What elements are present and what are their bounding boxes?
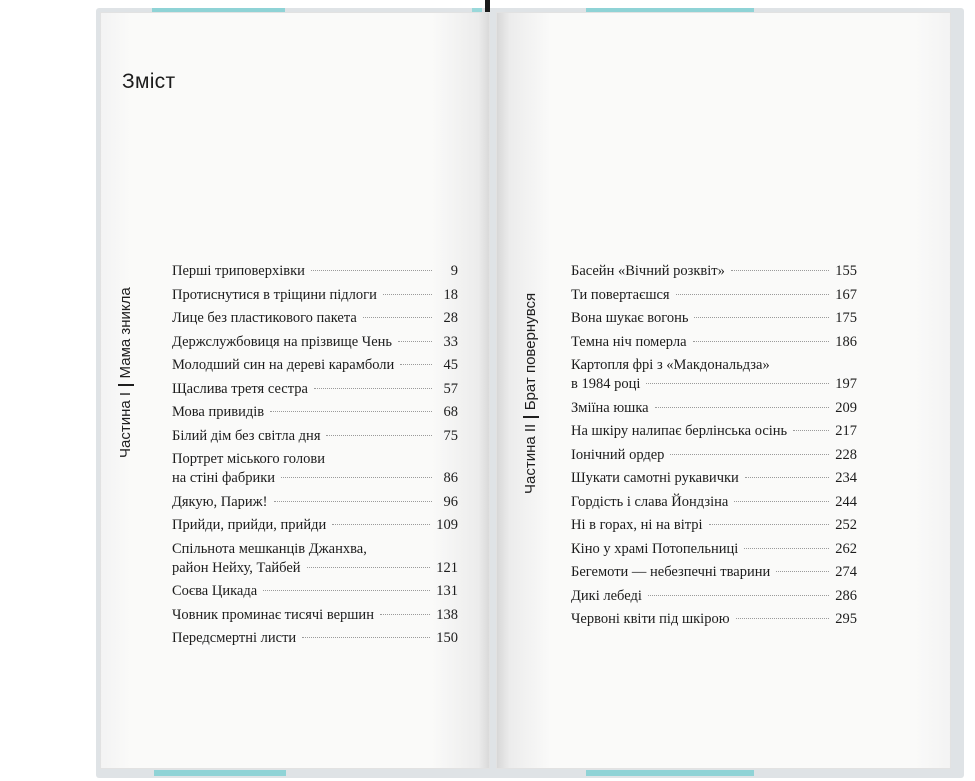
toc-entry[interactable] [172,606,458,625]
toc-entry-title: На шкіру налипає берлінська осінь [571,423,788,439]
toc-dot-leader [281,477,432,478]
toc-entry-line [571,286,857,305]
toc-entry-title: Спільнота мешканців Джанхва, [172,540,367,557]
toc-entry-title: Гордість і слава Йондзіна [571,493,729,510]
toc-entry-title: Зміїна юшка [571,399,649,416]
part-1-label [117,287,134,458]
toc-page-number: 209 [835,399,857,416]
toc-dot-leader [648,595,829,596]
toc-entry[interactable] [571,469,857,488]
toc-entry-title: Прийди, прийди, прийди [172,517,327,533]
toc-page-number: 274 [835,564,857,580]
toc-dot-leader [709,524,830,525]
toc-entry-line [172,403,458,422]
toc-entry-title: Передсмертні листи [172,630,297,646]
toc-entry-line [571,399,857,418]
toc-dot-leader [646,383,829,384]
toc-entry[interactable] [571,399,857,418]
toc-entry-line [172,309,458,328]
toc-entry-line [172,582,458,601]
toc-page-number: 96 [443,493,458,510]
toc-entry-line [571,587,857,606]
toc-entry-title: Соєва Цикада [172,583,258,599]
toc-entry[interactable] [571,540,857,559]
toc-page-number: 75 [443,427,458,444]
toc-entry[interactable] [571,422,857,441]
toc-entry-line [172,516,458,535]
toc-page-number: 244 [835,493,857,510]
toc-entry[interactable] [172,493,458,512]
toc-entry-title: Дикі лебеді [571,587,642,604]
part-1-title: Мама зникла [117,287,134,379]
toc-entry-line [571,516,857,535]
toc-entry-title: Дякую, Париж! [172,493,268,510]
toc-entry-line [571,610,857,629]
toc-entry-title: Мова привидів [172,404,265,420]
toc-page-number: 217 [835,423,857,439]
toc-dot-leader [694,317,829,318]
toc-entry-title: Бегемоти — небезпечні тварини [571,564,771,580]
toc-dot-leader [311,270,432,271]
toc-page-number: 86 [443,470,458,486]
part-2-label [522,293,539,494]
toc-dot-leader [400,364,432,365]
toc-entry-line [172,450,458,469]
toc-entry-line [571,375,857,394]
part-1-separator [118,384,134,386]
toc-entry-title: Темна ніч померла [571,333,687,350]
toc-entry[interactable] [172,403,458,422]
toc-page-number: 109 [436,517,458,533]
toc-dot-leader [670,454,829,455]
toc-entry-line [172,629,458,648]
toc-entry-title: Лице без пластикового пакета [172,310,357,326]
toc-entry-line [571,333,857,352]
toc-dot-leader [676,294,830,295]
toc-page-number: 68 [443,404,458,420]
toc-dot-leader [776,571,829,572]
toc-dot-leader [693,341,830,342]
toc-entry-title: Басейн «Вічний розквіт» [571,263,725,279]
toc-entry-line [172,469,458,488]
toc-page-number: 18 [443,286,458,303]
toc-entry-title: Протиснутися в тріщини підлоги [172,286,377,303]
toc-page-number: 228 [835,446,857,463]
toc-entry-line [571,469,857,488]
toc-entry-title: Вона шукає вогонь [571,310,689,326]
toc-entry[interactable] [172,333,458,352]
toc-entry[interactable] [571,516,857,535]
toc-page-number: 57 [443,380,458,397]
toc-entry-line [571,563,857,582]
toc-entry[interactable] [172,286,458,305]
toc-entry[interactable] [172,356,458,375]
toc-page-number: 262 [835,540,857,557]
cover-accent-bottom-left [154,770,286,776]
toc-dot-leader [270,411,432,412]
toc-page-number: 28 [443,310,458,326]
toc-entry-line [571,540,857,559]
toc-entry-title: Шукати самотні рукавички [571,470,739,486]
toc-entry-line [172,540,458,559]
toc-dot-leader [655,407,830,408]
toc-entry-title: в 1984 році [571,376,641,392]
toc-entry[interactable] [172,516,458,535]
toc-entry[interactable] [571,587,857,606]
toc-entry-line [172,493,458,512]
toc-dot-leader [326,435,432,436]
toc-page-number: 150 [436,630,458,646]
toc-entry[interactable] [571,262,857,281]
toc-entry-title: Ні в горах, ні на вітрі [571,517,703,533]
toc-page-number: 186 [835,333,857,350]
toc-entry-title: Іонічний ордер [571,446,665,463]
toc-page-number: 155 [835,263,857,279]
part-1-contents-list [172,262,458,653]
toc-page-number: 252 [835,517,857,533]
toc-dot-leader [263,590,430,591]
toc-dot-leader [332,524,430,525]
toc-entry-title: район Нейху, Тайбей [172,559,301,576]
toc-entry-line [172,380,458,399]
toc-dot-leader [302,637,430,638]
toc-page-number: 33 [443,333,458,350]
toc-page-number: 295 [835,611,857,627]
toc-page-number: 197 [835,376,857,392]
cover-accent-bottom-right [586,770,754,776]
toc-dot-leader [274,501,433,502]
toc-dot-leader [734,501,829,502]
toc-dot-leader [398,341,432,342]
toc-entry-line [172,606,458,625]
toc-page-number: 138 [436,606,458,623]
toc-dot-leader [736,618,830,619]
toc-entry[interactable] [571,446,857,465]
toc-page-number: 131 [436,583,458,599]
part-2-number: Частина II [522,423,539,494]
toc-entry-title: Держслужбовиця на прізвище Чень [172,333,393,350]
toc-entry[interactable] [571,610,857,629]
toc-entry-title: Перші триповерхівки [172,263,305,279]
toc-entry-line [571,309,857,328]
toc-page-number: 167 [835,286,857,303]
toc-entry[interactable] [172,309,458,328]
toc-entry-title: на стіні фабрики [172,470,276,486]
toc-page-number: 234 [835,470,857,486]
toc-entry-line [571,422,857,441]
toc-page-number: 286 [835,587,857,604]
toc-entry-line [571,446,857,465]
toc-page-number: 9 [450,263,458,279]
toc-entry[interactable] [172,582,458,601]
toc-entry-line [571,356,857,375]
toc-entry-title: Білий дім без світла дня [172,427,321,444]
toc-entry[interactable] [571,333,857,352]
toc-entry-line [172,262,458,281]
toc-entry-title: Червоні квіти під шкірою [571,611,730,627]
toc-entry-line [172,333,458,352]
toc-entry[interactable] [172,380,458,399]
toc-entry-line [172,427,458,446]
toc-entry-title: Портрет міського голови [172,451,325,467]
toc-entry-line [172,356,458,375]
toc-entry[interactable] [172,629,458,648]
toc-entry[interactable] [571,356,857,394]
toc-dot-leader [793,430,829,431]
toc-page-number: 121 [436,559,458,576]
part-1-number: Частина I [117,391,134,458]
toc-entry-title: Кіно у храмі Потопельниці [571,540,739,557]
toc-dot-leader [745,477,829,478]
part-2-title: Брат повернувся [522,292,539,411]
toc-entry[interactable] [571,563,857,582]
toc-dot-leader [744,548,829,549]
toc-dot-leader [363,317,432,318]
toc-dot-leader [383,294,432,295]
toc-entry-line [172,559,458,578]
toc-entry-title: Човник проминає тисячі вершин [172,606,374,623]
toc-dot-leader [380,614,430,615]
toc-entry[interactable] [571,493,857,512]
toc-entry[interactable] [172,540,458,578]
toc-entry[interactable] [571,286,857,305]
toc-entry[interactable] [172,262,458,281]
toc-dot-leader [307,567,431,568]
toc-entry[interactable] [172,427,458,446]
toc-entry-title: Щаслива третя сестра [172,380,308,397]
toc-page-number: 175 [835,310,857,326]
toc-entry-title: Молодший син на дереві карамболи [172,357,395,373]
toc-dot-leader [314,388,432,389]
part-2-contents-list [571,262,857,634]
toc-entry-line [571,493,857,512]
toc-entry-title: Картопля фрі з «Макдональдза» [571,357,770,373]
toc-entry-title: Ти повертаєшся [571,286,670,303]
toc-entry[interactable] [571,309,857,328]
toc-page-number: 45 [443,357,458,373]
toc-entry-line [571,262,857,281]
toc-dot-leader [731,270,829,271]
toc-entry-line [172,286,458,305]
part-2-separator [523,416,539,418]
page-title: Зміст [122,70,176,93]
toc-entry[interactable] [172,450,458,488]
